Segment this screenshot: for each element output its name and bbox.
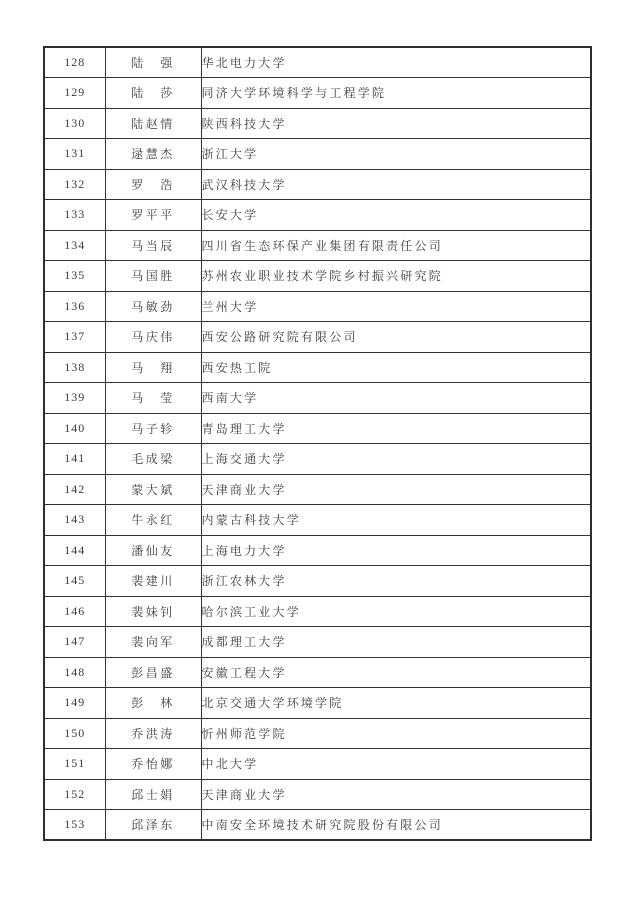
row-number: 144 (44, 535, 105, 566)
row-number: 135 (44, 261, 105, 292)
row-number: 136 (44, 291, 105, 322)
row-number: 143 (44, 505, 105, 536)
person-name: 裴建川 (105, 566, 201, 597)
table-row (44, 535, 591, 566)
person-name: 牛永红 (105, 505, 201, 536)
institution: 兰州大学 (201, 291, 591, 322)
row-number: 149 (44, 688, 105, 719)
institution: 浙江农林大学 (201, 566, 591, 597)
institution: 武汉科技大学 (201, 169, 591, 200)
table-row (44, 108, 591, 139)
institution: 中北大学 (201, 749, 591, 780)
institution: 天津商业大学 (201, 779, 591, 810)
person-name: 马子轸 (105, 413, 201, 444)
row-number: 133 (44, 200, 105, 231)
institution: 苏州农业职业技术学院乡村振兴研究院 (201, 261, 591, 292)
person-name: 马当辰 (105, 230, 201, 261)
person-name: 马 莹 (105, 383, 201, 414)
person-name: 彭昌盛 (105, 657, 201, 688)
institution: 北京交通大学环境学院 (201, 688, 591, 719)
person-name: 马敏劲 (105, 291, 201, 322)
row-number: 141 (44, 444, 105, 475)
institution: 西安公路研究院有限公司 (201, 322, 591, 353)
person-name: 陆 莎 (105, 78, 201, 109)
institution: 天津商业大学 (201, 474, 591, 505)
institution: 陕西科技大学 (201, 108, 591, 139)
table-row (44, 352, 591, 383)
row-number: 130 (44, 108, 105, 139)
row-number: 129 (44, 78, 105, 109)
person-name: 马庆伟 (105, 322, 201, 353)
table-row (44, 139, 591, 170)
row-number: 145 (44, 566, 105, 597)
person-name: 潘仙友 (105, 535, 201, 566)
row-number: 153 (44, 810, 105, 841)
row-number: 152 (44, 779, 105, 810)
institution: 同济大学环境科学与工程学院 (201, 78, 591, 109)
table-row (44, 810, 591, 841)
person-name: 彭 林 (105, 688, 201, 719)
table-row (44, 322, 591, 353)
row-number: 142 (44, 474, 105, 505)
institution: 西安热工院 (201, 352, 591, 383)
row-number: 146 (44, 596, 105, 627)
table-row (44, 749, 591, 780)
table-row (44, 566, 591, 597)
row-number: 140 (44, 413, 105, 444)
table-row (44, 596, 591, 627)
expert-roster-table (43, 46, 592, 841)
table-row (44, 718, 591, 749)
institution: 哈尔滨工业大学 (201, 596, 591, 627)
person-name: 蒙大斌 (105, 474, 201, 505)
institution: 华北电力大学 (201, 47, 591, 78)
row-number: 131 (44, 139, 105, 170)
institution: 成都理工大学 (201, 627, 591, 658)
person-name: 陆 强 (105, 47, 201, 78)
person-name: 裴妹钊 (105, 596, 201, 627)
table-row (44, 200, 591, 231)
row-number: 147 (44, 627, 105, 658)
row-number: 148 (44, 657, 105, 688)
table-row (44, 169, 591, 200)
institution: 安徽工程大学 (201, 657, 591, 688)
person-name: 逯慧杰 (105, 139, 201, 170)
table-row (44, 413, 591, 444)
table-row (44, 78, 591, 109)
table-row (44, 444, 591, 475)
institution: 忻州师范学院 (201, 718, 591, 749)
person-name: 邱士娟 (105, 779, 201, 810)
row-number: 150 (44, 718, 105, 749)
institution: 浙江大学 (201, 139, 591, 170)
person-name: 乔洪涛 (105, 718, 201, 749)
institution: 上海电力大学 (201, 535, 591, 566)
row-number: 151 (44, 749, 105, 780)
table-row (44, 779, 591, 810)
row-number: 132 (44, 169, 105, 200)
row-number: 139 (44, 383, 105, 414)
table-row (44, 505, 591, 536)
person-name: 裴向军 (105, 627, 201, 658)
table-row (44, 688, 591, 719)
table-row (44, 291, 591, 322)
table-row (44, 474, 591, 505)
person-name: 罗平平 (105, 200, 201, 231)
institution: 内蒙古科技大学 (201, 505, 591, 536)
person-name: 马国胜 (105, 261, 201, 292)
row-number: 138 (44, 352, 105, 383)
person-name: 马 翔 (105, 352, 201, 383)
table-row (44, 657, 591, 688)
institution: 中南安全环境技术研究院股份有限公司 (201, 810, 591, 841)
institution: 四川省生态环保产业集团有限责任公司 (201, 230, 591, 261)
row-number: 137 (44, 322, 105, 353)
institution: 长安大学 (201, 200, 591, 231)
table-row (44, 230, 591, 261)
row-number: 134 (44, 230, 105, 261)
person-name: 毛成梁 (105, 444, 201, 475)
person-name: 乔怡娜 (105, 749, 201, 780)
table-row (44, 261, 591, 292)
table-row (44, 627, 591, 658)
row-number: 128 (44, 47, 105, 78)
person-name: 陆赵情 (105, 108, 201, 139)
person-name: 邱泽东 (105, 810, 201, 841)
institution: 青岛理工大学 (201, 413, 591, 444)
table-row (44, 47, 591, 78)
table-row (44, 383, 591, 414)
institution: 西南大学 (201, 383, 591, 414)
table-body (44, 47, 591, 840)
institution: 上海交通大学 (201, 444, 591, 475)
person-name: 罗 浩 (105, 169, 201, 200)
